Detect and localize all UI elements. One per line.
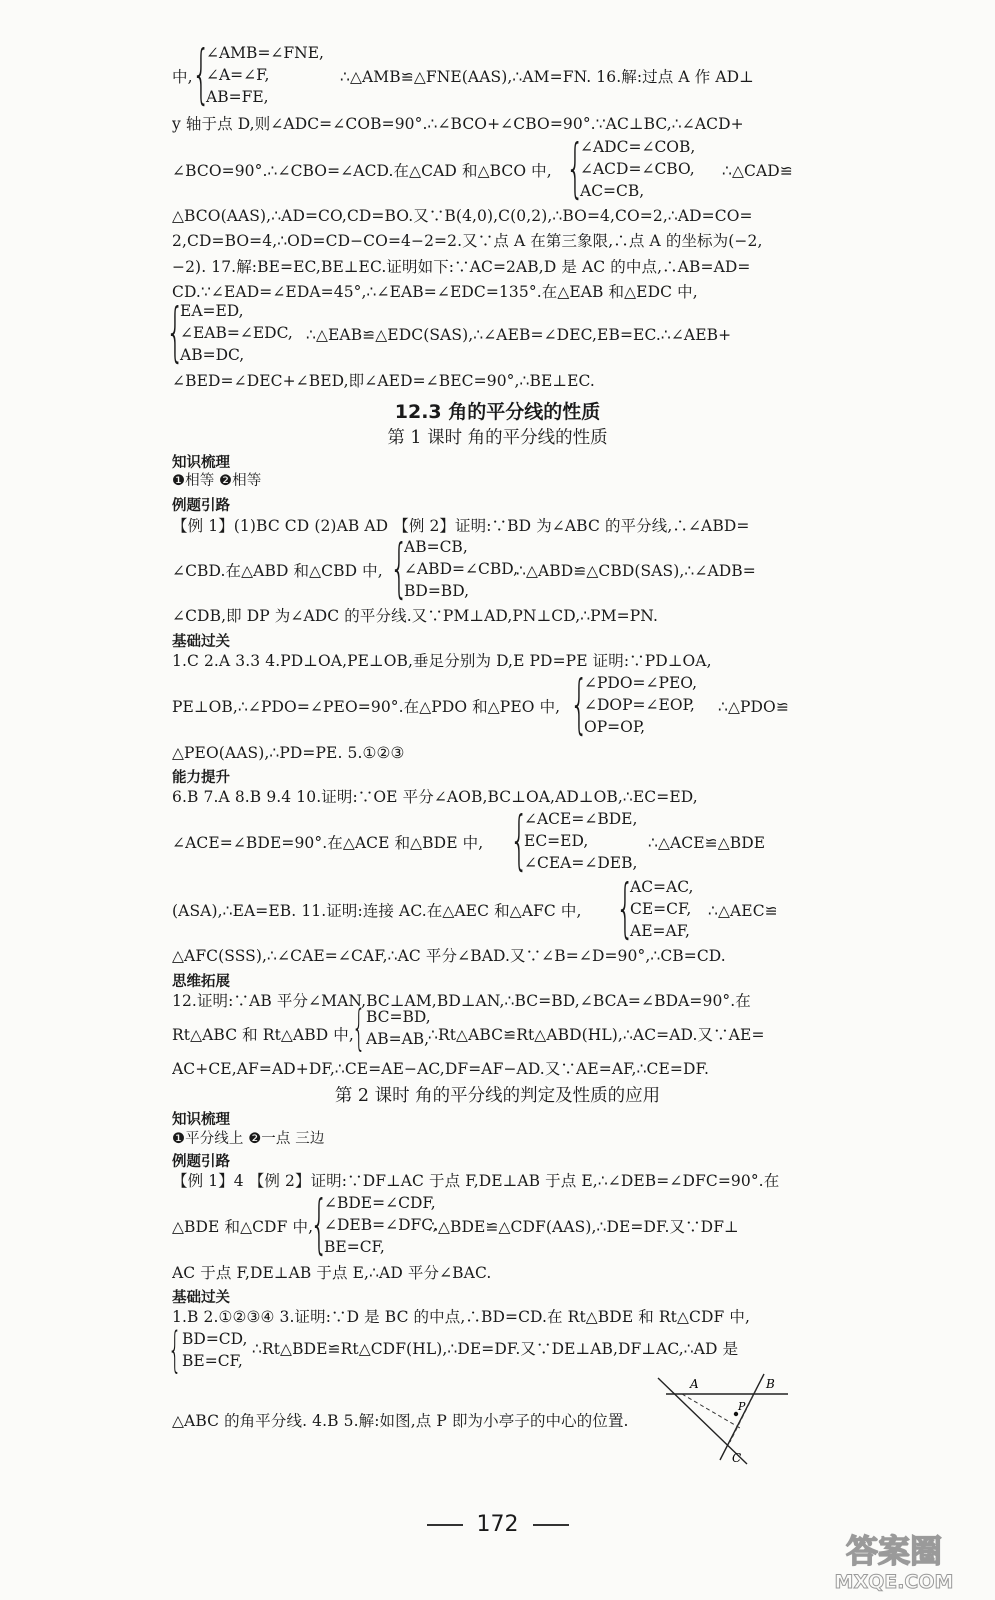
condition: ∠CEA=∠DEB,	[524, 854, 638, 872]
equation-system: { BC=BD, AB=AB,	[352, 1000, 431, 1056]
text-line: 1.C 2.A 3.3 4.PD⊥OA,PE⊥OB,垂足分别为 D,E PD=PE 证明:∵PD⊥OA,	[172, 652, 712, 670]
text-line: AC 于点 F,DE⊥AB 于点 E,∴AD 平分∠BAC.	[172, 1264, 492, 1282]
equation-system: { ∠ACE=∠BDE, EC=ED, ∠CEA=∠DEB,	[510, 804, 638, 878]
figure-label: A	[690, 1377, 699, 1391]
text-line: ∠CBD.在△ABD 和△CBD 中,	[172, 562, 383, 580]
text-line: ∴△PDO≌	[718, 698, 789, 716]
bisector-line	[682, 1394, 740, 1428]
text-line: y 轴于点 D,则∠ADC=∠COB=90°.∴∠BCO+∠CBO=90°.∵AC⊥BC,∴∠ACD+	[172, 115, 744, 133]
watermark-logo	[798, 1528, 990, 1592]
text-line: CD.∵∠EAD=∠EDA=45°,∴∠EAB=∠EDC=135°.在△EAB 和△EDC 中,	[172, 283, 698, 301]
figure-label: P	[738, 1400, 746, 1413]
condition: AE=AF,	[630, 922, 690, 940]
text-line: ∠BED=∠DEC+∠BED,即∠AED=∠BEC=90°,∴BE⊥EC.	[172, 372, 595, 390]
text-line: PE⊥OB,∴∠PDO=∠PEO=90°.在△PDO 和△PEO 中,	[172, 698, 561, 716]
condition: AB=CB,	[404, 538, 468, 556]
divider	[427, 1524, 463, 1526]
text-line: △BDE 和△CDF 中,	[172, 1218, 314, 1236]
equation-system: { ∠ADC=∠COB, ∠ACD=∠CBO, AC=CB,	[566, 132, 696, 206]
text-line: ∴△ABD≌△CBD(SAS),∴∠ADB=	[516, 562, 756, 580]
lesson-title: 第 2 课时 角的平分线的判定及性质的应用	[334, 1086, 661, 1106]
condition: ∠DOP=∠EOP,	[584, 696, 695, 714]
text-line: ∴Rt△BDE≌Rt△CDF(HL),∴DE=DF.又∵DE⊥AB,DF⊥AC,∴AD 是	[252, 1340, 739, 1358]
text-line: 6.B 7.A 8.B 9.4 10.证明:∵OE 平分∠AOB,BC⊥OA,AD⊥OB,∴EC=ED,	[172, 788, 698, 806]
triangle-figure	[652, 1368, 792, 1468]
condition: EA=ED,	[180, 302, 244, 320]
condition: ∠ACD=∠CBO,	[580, 160, 695, 178]
knowledge-answers: ❶相等 ❷相等	[172, 473, 262, 489]
condition: ∠BDE=∠CDF,	[324, 1194, 436, 1212]
text-line: 1.B 2.①②③④ 3.证明:∵D 是 BC 的中点,∴BD=CD.在 Rt△BDE 和 Rt△CDF 中,	[172, 1308, 751, 1326]
text-line: ∴△CAD≌	[722, 162, 793, 180]
condition: AB=AB,	[366, 1030, 430, 1048]
equation-system: { EA=ED, ∠EAB=∠EDC, AB=DC,	[166, 296, 293, 370]
subheading: 基础过关	[172, 1290, 230, 1306]
equation-system: { ∠PDO=∠PEO, ∠DOP=∠EOP, OP=OP,	[570, 668, 697, 742]
text-line: ∴△BDE≌△CDF(AAS),∴DE=DF.又∵DF⊥	[428, 1218, 739, 1236]
condition: AC=CB,	[580, 182, 645, 200]
subheading: 例题引路	[172, 498, 230, 514]
text-line: Rt△ABC 和 Rt△ABD 中,	[172, 1026, 354, 1044]
page-number-text: 172	[476, 1512, 519, 1537]
condition: BE=CF,	[324, 1238, 385, 1256]
subheading: 思维拓展	[172, 974, 230, 990]
section-title: 12.3 角的平分线的性质	[394, 401, 601, 423]
subheading: 能力提升	[172, 770, 230, 786]
figure-label: B	[766, 1377, 775, 1391]
text-line: △PEO(AAS),∴PD=PE. 5.①②③	[172, 744, 405, 762]
condition: ∠A=∠F,	[206, 66, 270, 84]
condition: AB=DC,	[180, 346, 245, 364]
text-line: ∴△ACE≌△BDE	[648, 834, 766, 852]
condition: OP=OP,	[584, 718, 646, 736]
text-line: △ABC 的角平分线. 4.B 5.解:如图,点 P 即为小亭子的中心的位置.	[172, 1412, 629, 1430]
text-line: ∴△AMB≌△FNE(AAS),∴AM=FN. 16.解:过点 A 作 AD⊥	[340, 68, 754, 86]
text-line: ∠BCO=90°.∴∠CBO=∠ACD.在△CAD 和△BCO 中,	[172, 162, 552, 180]
text-line: 12.证明:∵AB 平分∠MAN,BC⊥AM,BD⊥AN,∴BC=BD,∠BCA=∠BDA=90°.在	[172, 992, 751, 1010]
text-line: −2). 17.解:BE=EC,BE⊥EC.证明如下:∵AC=2AB,D 是 AC 的中点,∴AB=AD=	[172, 258, 751, 276]
condition: ∠ADC=∠COB,	[580, 138, 696, 156]
text-line: ∴△AEC≌	[708, 902, 778, 920]
condition: ∠ABD=∠CBD,	[404, 560, 519, 578]
text-line: 2,CD=BO=4,∴OD=CD−CO=4−2=2.又∵点 A 在第三象限,∴点 A 的坐标为(−2,	[172, 232, 763, 250]
subheading: 基础过关	[172, 634, 230, 650]
condition: EC=ED,	[524, 832, 589, 850]
condition: ∠PDO=∠PEO,	[584, 674, 697, 692]
text-line: 【例 1】(1)BC CD (2)AB AD 【例 2】证明:∵BD 为∠ABC 的平分线,∴∠ABD=	[172, 517, 750, 535]
condition: ∠ACE=∠BDE,	[524, 810, 638, 828]
subheading: 知识梳理	[172, 455, 230, 471]
text-line: △BCO(AAS),∴AD=CO,CD=BO.又∵B(4,0),C(0,2),∴BO=4,CO=2,∴AD=CO=	[172, 207, 753, 225]
text-line: ∠ACE=∠BDE=90°.在△ACE 和△BDE 中,	[172, 834, 484, 852]
lesson-title: 第 1 课时 角的平分线的性质	[387, 428, 608, 448]
condition: AC=AC,	[630, 878, 694, 896]
equation-system: { ∠BDE=∠CDF, ∠DEB=∠DFC, BE=CF,	[310, 1188, 438, 1262]
condition: ∠EAB=∠EDC,	[180, 324, 293, 342]
subheading: 例题引路	[172, 1154, 230, 1170]
text-line: 【例 1】4 【例 2】证明:∵DF⊥AC 于点 F,DE⊥AB 于点 E,∴∠DEB=∠DFC=90°.在	[172, 1172, 780, 1190]
figure-label: C	[732, 1451, 742, 1465]
subheading: 知识梳理	[172, 1112, 230, 1128]
knowledge-answers: ❶平分线上 ❷一点 三边	[172, 1131, 325, 1147]
bisector-line	[730, 1390, 756, 1442]
condition: BC=BD,	[366, 1008, 431, 1026]
condition: ∠AMB=∠FNE,	[206, 44, 324, 62]
equation-system: { BD=CD, BE=CF,	[168, 1322, 248, 1378]
text-line: (ASA),∴EA=EB. 11.证明:连接 AC.在△AEC 和△AFC 中,	[172, 902, 582, 920]
svg-text:答案圈: 答案圈	[845, 1532, 943, 1570]
condition: ∠DEB=∠DFC,	[324, 1216, 438, 1234]
condition: BD=BD,	[404, 582, 469, 600]
text-line: ∠CDB,即 DP 为∠ADC 的平分线.又∵PM⊥AD,PN⊥CD,∴PM=PN.	[172, 607, 659, 625]
divider	[533, 1524, 569, 1526]
condition: BD=CD,	[182, 1330, 248, 1348]
text-line: ∴△EAB≌△EDC(SAS),∴∠AEB=∠DEC,EB=EC.∴∠AEB+	[306, 326, 732, 344]
equation-system: { AC=AC, CE=CF, AE=AF,	[616, 872, 694, 946]
text-line: △AFC(SSS),∴∠CAE=∠CAF,∴AC 平分∠BAD.又∵∠B=∠D=90°,∴CB=CD.	[172, 947, 726, 965]
condition: BE=CF,	[182, 1352, 243, 1370]
svg-text:MXQE.COM: MXQE.COM	[834, 1571, 954, 1592]
text-line: 中,	[172, 68, 193, 86]
text-line: ∴Rt△ABC≌Rt△ABD(HL),∴AC=AD.又∵AE=	[428, 1026, 765, 1044]
equation-system: { ∠AMB=∠FNE, ∠A=∠F, AB=FE,	[192, 38, 324, 112]
condition: CE=CF,	[630, 900, 692, 918]
text-line: AC+CE,AF=AD+DF,∴CE=AE−AC,DF=AF−AD.又∵AE=AF,∴CE=DF.	[172, 1060, 710, 1078]
condition: AB=FE,	[206, 88, 269, 106]
equation-system: { AB=CB, ∠ABD=∠CBD, BD=BD,	[390, 532, 519, 606]
